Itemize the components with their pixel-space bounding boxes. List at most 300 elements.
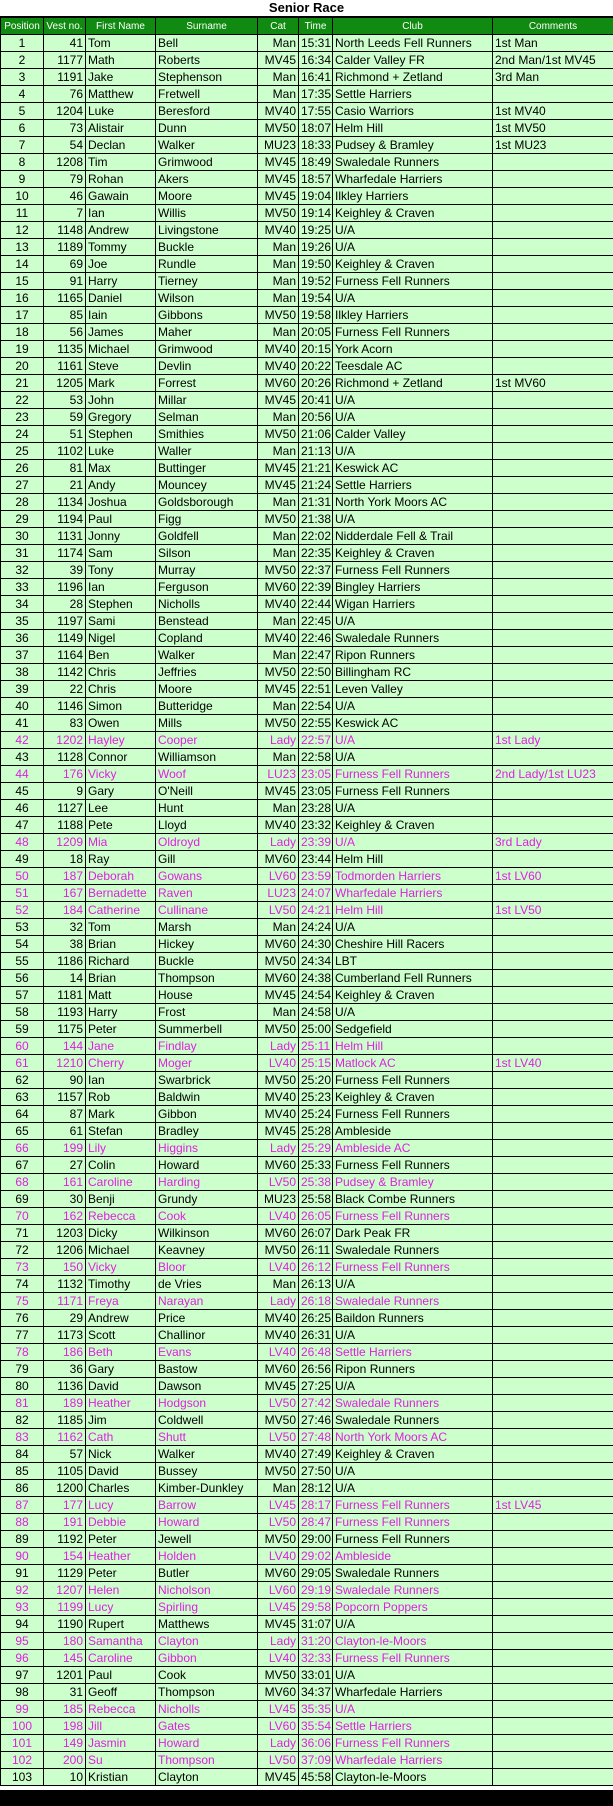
cat-cell: MU23 bbox=[258, 137, 299, 154]
first-name-cell: Debbie bbox=[86, 1514, 156, 1531]
surname-cell: Williamson bbox=[156, 749, 258, 766]
cat-cell: Man bbox=[258, 1276, 299, 1293]
surname-cell: Buckle bbox=[156, 953, 258, 970]
club-cell: Swaledale Runners bbox=[333, 1412, 493, 1429]
cat-cell: MV45 bbox=[258, 188, 299, 205]
column-header-position: Position bbox=[1, 18, 44, 35]
surname-cell: Gibbons bbox=[156, 307, 258, 324]
cat-cell: MV60 bbox=[258, 579, 299, 596]
table-row bbox=[1, 1310, 613, 1327]
club-cell: U/A bbox=[333, 800, 493, 817]
club-cell: Ripon Runners bbox=[333, 647, 493, 664]
vest-no-cell: 51 bbox=[44, 426, 86, 443]
column-header-club: Club bbox=[333, 18, 493, 35]
first-name-cell: Andy bbox=[86, 477, 156, 494]
comments-cell bbox=[493, 579, 613, 596]
first-name-cell: Vicky bbox=[86, 1259, 156, 1276]
club-cell: Ambleside bbox=[333, 1548, 493, 1565]
position-cell: 103 bbox=[1, 1769, 44, 1786]
first-name-cell: Peter bbox=[86, 1565, 156, 1582]
cat-cell: MV40 bbox=[258, 1446, 299, 1463]
comments-cell bbox=[493, 1514, 613, 1531]
cat-cell: MV50 bbox=[258, 307, 299, 324]
position-cell: 79 bbox=[1, 1361, 44, 1378]
cat-cell: LV50 bbox=[258, 1514, 299, 1531]
table-row bbox=[1, 222, 613, 239]
club-cell: Furness Fell Runners bbox=[333, 1072, 493, 1089]
comments-cell bbox=[493, 1259, 613, 1276]
first-name-cell: Harry bbox=[86, 1004, 156, 1021]
first-name-cell: Brian bbox=[86, 970, 156, 987]
cat-cell: Man bbox=[258, 1004, 299, 1021]
club-cell: Furness Fell Runners bbox=[333, 1157, 493, 1174]
table-row bbox=[1, 579, 613, 596]
cat-cell: MV50 bbox=[258, 1412, 299, 1429]
cat-cell: Lady bbox=[258, 1140, 299, 1157]
table-row bbox=[1, 477, 613, 494]
first-name-cell: Lucy bbox=[86, 1497, 156, 1514]
comments-cell bbox=[493, 715, 613, 732]
table-row bbox=[1, 1038, 613, 1055]
cat-cell: LV45 bbox=[258, 1701, 299, 1718]
table-row bbox=[1, 902, 613, 919]
vest-no-cell: 90 bbox=[44, 1072, 86, 1089]
time-cell: 23:32 bbox=[299, 817, 333, 834]
cat-cell: MV50 bbox=[258, 1463, 299, 1480]
table-row bbox=[1, 1718, 613, 1735]
position-cell: 33 bbox=[1, 579, 44, 596]
time-cell: 19:52 bbox=[299, 273, 333, 290]
position-cell: 9 bbox=[1, 171, 44, 188]
club-cell: U/A bbox=[333, 511, 493, 528]
surname-cell: Murray bbox=[156, 562, 258, 579]
surname-cell: Silson bbox=[156, 545, 258, 562]
club-cell: U/A bbox=[333, 732, 493, 749]
first-name-cell: Su bbox=[86, 1752, 156, 1769]
club-cell: U/A bbox=[333, 1327, 493, 1344]
first-name-cell: Vicky bbox=[86, 766, 156, 783]
surname-cell: Waller bbox=[156, 443, 258, 460]
comments-cell bbox=[493, 1327, 613, 1344]
comments-cell bbox=[493, 851, 613, 868]
time-cell: 28:12 bbox=[299, 1480, 333, 1497]
comments-cell bbox=[493, 936, 613, 953]
position-cell: 41 bbox=[1, 715, 44, 732]
cat-cell: MV50 bbox=[258, 1531, 299, 1548]
cat-cell: MV45 bbox=[258, 987, 299, 1004]
surname-cell: Walker bbox=[156, 137, 258, 154]
surname-cell: Spirling bbox=[156, 1599, 258, 1616]
table-row bbox=[1, 562, 613, 579]
comments-cell bbox=[493, 1633, 613, 1650]
position-cell: 28 bbox=[1, 494, 44, 511]
club-cell: Swaledale Runners bbox=[333, 1242, 493, 1259]
first-name-cell: Caroline bbox=[86, 1174, 156, 1191]
surname-cell: Thompson bbox=[156, 1684, 258, 1701]
cat-cell: Man bbox=[258, 86, 299, 103]
club-cell: Settle Harriers bbox=[333, 477, 493, 494]
vest-no-cell: 191 bbox=[44, 1514, 86, 1531]
position-cell: 65 bbox=[1, 1123, 44, 1140]
comments-cell bbox=[493, 1735, 613, 1752]
club-cell: Wharfedale Harriers bbox=[333, 885, 493, 902]
first-name-cell: John bbox=[86, 392, 156, 409]
column-header-cat: Cat bbox=[258, 18, 299, 35]
table-row bbox=[1, 103, 613, 120]
club-cell: Furness Fell Runners bbox=[333, 1531, 493, 1548]
position-cell: 37 bbox=[1, 647, 44, 664]
club-cell: Clayton-le-Moors bbox=[333, 1769, 493, 1786]
time-cell: 20:05 bbox=[299, 324, 333, 341]
vest-no-cell: 7 bbox=[44, 205, 86, 222]
vest-no-cell: 1202 bbox=[44, 732, 86, 749]
vest-no-cell: 79 bbox=[44, 171, 86, 188]
vest-no-cell: 83 bbox=[44, 715, 86, 732]
time-cell: 26:31 bbox=[299, 1327, 333, 1344]
cat-cell: Lady bbox=[258, 1293, 299, 1310]
time-cell: 45:58 bbox=[299, 1769, 333, 1786]
club-cell: Keighley & Craven bbox=[333, 1446, 493, 1463]
table-row bbox=[1, 1497, 613, 1514]
surname-cell: Bloor bbox=[156, 1259, 258, 1276]
comments-cell bbox=[493, 1123, 613, 1140]
club-cell: U/A bbox=[333, 1616, 493, 1633]
position-cell: 26 bbox=[1, 460, 44, 477]
comments-cell: 2nd Man/1st MV45 bbox=[493, 52, 613, 69]
first-name-cell: Alistair bbox=[86, 120, 156, 137]
time-cell: 22:44 bbox=[299, 596, 333, 613]
comments-cell bbox=[493, 953, 613, 970]
time-cell: 24:07 bbox=[299, 885, 333, 902]
club-cell: Keighley & Craven bbox=[333, 256, 493, 273]
vest-no-cell: 1210 bbox=[44, 1055, 86, 1072]
cat-cell: Man bbox=[258, 409, 299, 426]
vest-no-cell: 1128 bbox=[44, 749, 86, 766]
table-row bbox=[1, 137, 613, 154]
club-cell: Todmorden Harriers bbox=[333, 868, 493, 885]
cat-cell: Man bbox=[258, 613, 299, 630]
club-cell: Wigan Harriers bbox=[333, 596, 493, 613]
vest-no-cell: 161 bbox=[44, 1174, 86, 1191]
surname-cell: Cullinane bbox=[156, 902, 258, 919]
club-cell: Furness Fell Runners bbox=[333, 1735, 493, 1752]
cat-cell: MV60 bbox=[258, 1157, 299, 1174]
first-name-cell: Heather bbox=[86, 1548, 156, 1565]
time-cell: 25:38 bbox=[299, 1174, 333, 1191]
surname-cell: Barrow bbox=[156, 1497, 258, 1514]
surname-cell: Wilkinson bbox=[156, 1225, 258, 1242]
table-row bbox=[1, 1361, 613, 1378]
comments-cell bbox=[493, 239, 613, 256]
vest-no-cell: 1148 bbox=[44, 222, 86, 239]
vest-no-cell: 59 bbox=[44, 409, 86, 426]
time-cell: 22:58 bbox=[299, 749, 333, 766]
first-name-cell: Simon bbox=[86, 698, 156, 715]
time-cell: 25:28 bbox=[299, 1123, 333, 1140]
cat-cell: MV50 bbox=[258, 664, 299, 681]
first-name-cell: Geoff bbox=[86, 1684, 156, 1701]
time-cell: 27:49 bbox=[299, 1446, 333, 1463]
club-cell: Clayton-le-Moors bbox=[333, 1633, 493, 1650]
first-name-cell: Michael bbox=[86, 1242, 156, 1259]
time-cell: 26:11 bbox=[299, 1242, 333, 1259]
table-row bbox=[1, 1089, 613, 1106]
surname-cell: Raven bbox=[156, 885, 258, 902]
first-name-cell: Harry bbox=[86, 273, 156, 290]
time-cell: 18:49 bbox=[299, 154, 333, 171]
vest-no-cell: 1134 bbox=[44, 494, 86, 511]
position-cell: 29 bbox=[1, 511, 44, 528]
first-name-cell: Nick bbox=[86, 1446, 156, 1463]
time-cell: 32:33 bbox=[299, 1650, 333, 1667]
time-cell: 22:57 bbox=[299, 732, 333, 749]
table-row bbox=[1, 1072, 613, 1089]
comments-cell bbox=[493, 1174, 613, 1191]
club-cell: Black Combe Runners bbox=[333, 1191, 493, 1208]
time-cell: 22:39 bbox=[299, 579, 333, 596]
comments-cell bbox=[493, 154, 613, 171]
first-name-cell: Mark bbox=[86, 1106, 156, 1123]
first-name-cell: Andrew bbox=[86, 1310, 156, 1327]
time-cell: 21:21 bbox=[299, 460, 333, 477]
first-name-cell: Jane bbox=[86, 1038, 156, 1055]
cat-cell: MV60 bbox=[258, 851, 299, 868]
cat-cell: MV50 bbox=[258, 715, 299, 732]
cat-cell: LV45 bbox=[258, 1497, 299, 1514]
first-name-cell: Luke bbox=[86, 103, 156, 120]
first-name-cell: Ian bbox=[86, 579, 156, 596]
time-cell: 24:38 bbox=[299, 970, 333, 987]
cat-cell: MV50 bbox=[258, 205, 299, 222]
surname-cell: Cooper bbox=[156, 732, 258, 749]
comments-cell bbox=[493, 1446, 613, 1463]
comments-cell bbox=[493, 1463, 613, 1480]
surname-cell: Stephenson bbox=[156, 69, 258, 86]
table-row bbox=[1, 936, 613, 953]
surname-cell: Thompson bbox=[156, 970, 258, 987]
club-cell: Cumberland Fell Runners bbox=[333, 970, 493, 987]
time-cell: 17:35 bbox=[299, 86, 333, 103]
surname-cell: Dunn bbox=[156, 120, 258, 137]
comments-cell bbox=[493, 171, 613, 188]
surname-cell: Hunt bbox=[156, 800, 258, 817]
table-row bbox=[1, 86, 613, 103]
club-cell: Calder Valley bbox=[333, 426, 493, 443]
comments-cell bbox=[493, 1276, 613, 1293]
cat-cell: MV40 bbox=[258, 1310, 299, 1327]
table-row bbox=[1, 1633, 613, 1650]
first-name-cell: Max bbox=[86, 460, 156, 477]
cat-cell: MV40 bbox=[258, 222, 299, 239]
time-cell: 22:46 bbox=[299, 630, 333, 647]
time-cell: 28:47 bbox=[299, 1514, 333, 1531]
first-name-cell: Tom bbox=[86, 919, 156, 936]
position-cell: 89 bbox=[1, 1531, 44, 1548]
surname-cell: Clayton bbox=[156, 1769, 258, 1786]
comments-cell bbox=[493, 1378, 613, 1395]
time-cell: 23:39 bbox=[299, 834, 333, 851]
position-cell: 71 bbox=[1, 1225, 44, 1242]
position-cell: 75 bbox=[1, 1293, 44, 1310]
club-cell: Baildon Runners bbox=[333, 1310, 493, 1327]
vest-no-cell: 41 bbox=[44, 35, 86, 52]
club-cell: U/A bbox=[333, 392, 493, 409]
comments-cell bbox=[493, 783, 613, 800]
position-cell: 22 bbox=[1, 392, 44, 409]
vest-no-cell: 1177 bbox=[44, 52, 86, 69]
vest-no-cell: 27 bbox=[44, 1157, 86, 1174]
surname-cell: Dawson bbox=[156, 1378, 258, 1395]
table-row bbox=[1, 1667, 613, 1684]
cat-cell: Man bbox=[258, 35, 299, 52]
cat-cell: MV40 bbox=[258, 1106, 299, 1123]
cat-cell: Man bbox=[258, 800, 299, 817]
first-name-cell: Ian bbox=[86, 205, 156, 222]
column-header-first-name: First Name bbox=[86, 18, 156, 35]
surname-cell: Smithies bbox=[156, 426, 258, 443]
surname-cell: Grundy bbox=[156, 1191, 258, 1208]
comments-cell bbox=[493, 698, 613, 715]
comments-cell bbox=[493, 800, 613, 817]
time-cell: 27:50 bbox=[299, 1463, 333, 1480]
table-row bbox=[1, 1429, 613, 1446]
table-row bbox=[1, 1004, 613, 1021]
vest-no-cell: 176 bbox=[44, 766, 86, 783]
surname-cell: Price bbox=[156, 1310, 258, 1327]
time-cell: 20:41 bbox=[299, 392, 333, 409]
surname-cell: Walker bbox=[156, 647, 258, 664]
club-cell: York Acorn bbox=[333, 341, 493, 358]
club-cell: Furness Fell Runners bbox=[333, 1106, 493, 1123]
club-cell: North York Moors AC bbox=[333, 494, 493, 511]
position-cell: 3 bbox=[1, 69, 44, 86]
time-cell: 23:28 bbox=[299, 800, 333, 817]
first-name-cell: Luke bbox=[86, 443, 156, 460]
position-cell: 72 bbox=[1, 1242, 44, 1259]
table-row bbox=[1, 1344, 613, 1361]
vest-no-cell: 186 bbox=[44, 1344, 86, 1361]
vest-no-cell: 39 bbox=[44, 562, 86, 579]
vest-no-cell: 1129 bbox=[44, 1565, 86, 1582]
club-cell: Settle Harriers bbox=[333, 1344, 493, 1361]
time-cell: 23:59 bbox=[299, 868, 333, 885]
club-cell: Keighley & Craven bbox=[333, 1089, 493, 1106]
position-cell: 64 bbox=[1, 1106, 44, 1123]
position-cell: 51 bbox=[1, 885, 44, 902]
comments-cell: 3rd Man bbox=[493, 69, 613, 86]
position-cell: 31 bbox=[1, 545, 44, 562]
comments-cell bbox=[493, 1361, 613, 1378]
time-cell: 35:35 bbox=[299, 1701, 333, 1718]
vest-no-cell: 177 bbox=[44, 1497, 86, 1514]
club-cell: Furness Fell Runners bbox=[333, 562, 493, 579]
surname-cell: Howard bbox=[156, 1514, 258, 1531]
time-cell: 23:05 bbox=[299, 783, 333, 800]
time-cell: 35:54 bbox=[299, 1718, 333, 1735]
first-name-cell: Paul bbox=[86, 511, 156, 528]
table-row bbox=[1, 868, 613, 885]
comments-cell bbox=[493, 1684, 613, 1701]
surname-cell: Bell bbox=[156, 35, 258, 52]
time-cell: 17:55 bbox=[299, 103, 333, 120]
club-cell: U/A bbox=[333, 1480, 493, 1497]
position-cell: 52 bbox=[1, 902, 44, 919]
cat-cell: MV45 bbox=[258, 1378, 299, 1395]
club-cell: U/A bbox=[333, 698, 493, 715]
time-cell: 24:24 bbox=[299, 919, 333, 936]
time-cell: 29:58 bbox=[299, 1599, 333, 1616]
comments-cell bbox=[493, 1072, 613, 1089]
vest-no-cell: 69 bbox=[44, 256, 86, 273]
surname-cell: Narayan bbox=[156, 1293, 258, 1310]
table-row bbox=[1, 1378, 613, 1395]
table-row bbox=[1, 154, 613, 171]
cat-cell: MV45 bbox=[258, 171, 299, 188]
vest-no-cell: 1165 bbox=[44, 290, 86, 307]
time-cell: 26:48 bbox=[299, 1344, 333, 1361]
time-cell: 25:58 bbox=[299, 1191, 333, 1208]
club-cell: U/A bbox=[333, 749, 493, 766]
comments-cell bbox=[493, 919, 613, 936]
position-cell: 21 bbox=[1, 375, 44, 392]
results-table bbox=[0, 17, 613, 1786]
cat-cell: LV40 bbox=[258, 1650, 299, 1667]
club-cell: Swaledale Runners bbox=[333, 154, 493, 171]
vest-no-cell: 1191 bbox=[44, 69, 86, 86]
cat-cell: MV45 bbox=[258, 52, 299, 69]
surname-cell: Buttinger bbox=[156, 460, 258, 477]
table-row bbox=[1, 1225, 613, 1242]
first-name-cell: Connor bbox=[86, 749, 156, 766]
club-cell: Matlock AC bbox=[333, 1055, 493, 1072]
first-name-cell: Stephen bbox=[86, 426, 156, 443]
table-row bbox=[1, 35, 613, 52]
comments-cell: 1st LV40 bbox=[493, 1055, 613, 1072]
time-cell: 21:24 bbox=[299, 477, 333, 494]
surname-cell: Bastow bbox=[156, 1361, 258, 1378]
position-cell: 97 bbox=[1, 1667, 44, 1684]
first-name-cell: Jill bbox=[86, 1718, 156, 1735]
time-cell: 29:19 bbox=[299, 1582, 333, 1599]
table-row bbox=[1, 987, 613, 1004]
surname-cell: Millar bbox=[156, 392, 258, 409]
position-cell: 36 bbox=[1, 630, 44, 647]
vest-no-cell: 1208 bbox=[44, 154, 86, 171]
vest-no-cell: 38 bbox=[44, 936, 86, 953]
comments-cell bbox=[493, 681, 613, 698]
first-name-cell: Samantha bbox=[86, 1633, 156, 1650]
surname-cell: Nicholls bbox=[156, 1701, 258, 1718]
first-name-cell: Steve bbox=[86, 358, 156, 375]
position-cell: 53 bbox=[1, 919, 44, 936]
club-cell: Keighley & Craven bbox=[333, 817, 493, 834]
table-row bbox=[1, 1327, 613, 1344]
table-row bbox=[1, 851, 613, 868]
first-name-cell: James bbox=[86, 324, 156, 341]
surname-cell: Butler bbox=[156, 1565, 258, 1582]
club-cell: Cheshire Hill Racers bbox=[333, 936, 493, 953]
cat-cell: MV60 bbox=[258, 375, 299, 392]
club-cell: Swaledale Runners bbox=[333, 1565, 493, 1582]
comments-cell bbox=[493, 1769, 613, 1786]
time-cell: 27:25 bbox=[299, 1378, 333, 1395]
cat-cell: LU23 bbox=[258, 766, 299, 783]
club-cell: Popcorn Poppers bbox=[333, 1599, 493, 1616]
surname-cell: Willis bbox=[156, 205, 258, 222]
comments-cell bbox=[493, 749, 613, 766]
vest-no-cell: 1132 bbox=[44, 1276, 86, 1293]
surname-cell: Lloyd bbox=[156, 817, 258, 834]
